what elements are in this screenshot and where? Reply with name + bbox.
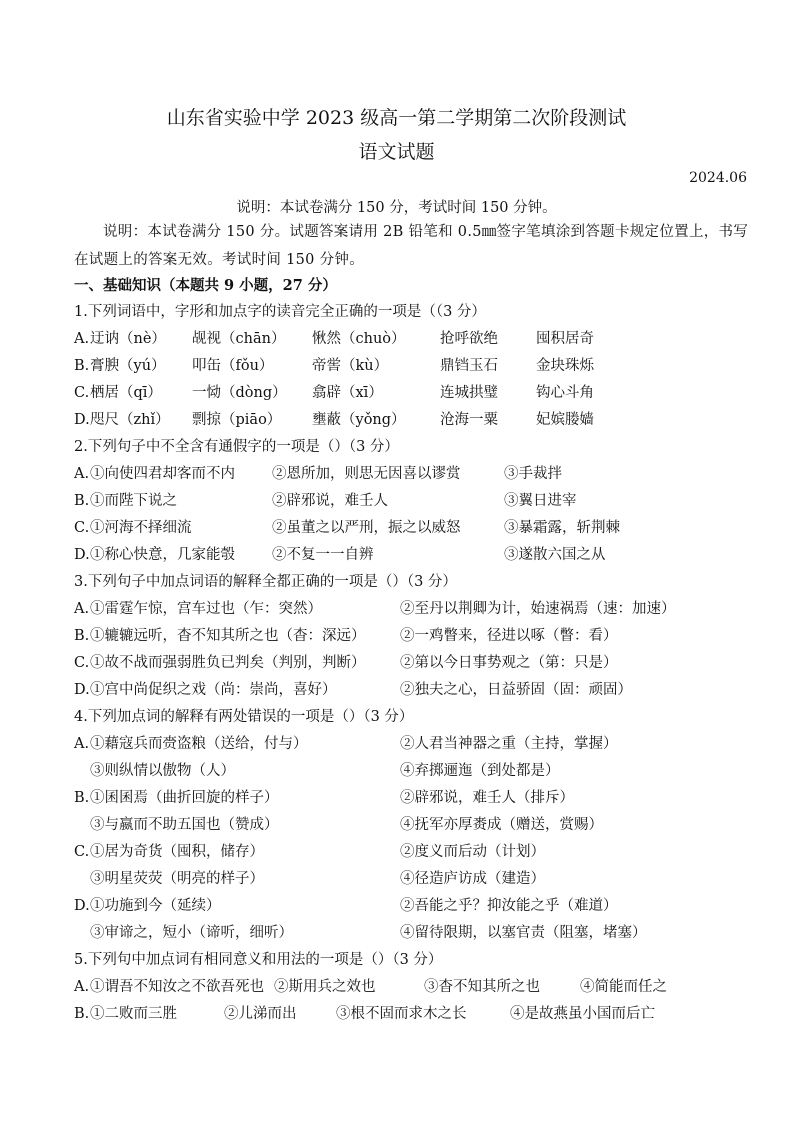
option-item: ③暴霜露，斩荆棘 [504,520,620,536]
option-item: 叩缶（fǒu） [192,358,274,374]
option-item: 钩心斗角 [536,385,594,401]
option-item: ①功施到今（延续） [90,898,221,914]
option-item: 膏腴（yú） [90,358,166,374]
option-item: 鼎铛玉石 [440,358,498,374]
option-item: 剽掠（piāo） [192,412,282,428]
q5-option-b [74,1001,754,1028]
option-item: ①辘辘远听，杳不知其所之也（杳：深远） [90,628,366,644]
option-item: ③遂散六国之从 [504,547,606,563]
option-item: 帝喾（kù） [312,358,389,374]
option-item: ①故不战而强弱胜负已判矣（判别，判断） [90,655,366,671]
option-item: 愀然（chuò） [312,331,406,347]
option-item: ③翼日进宰 [504,493,577,509]
option-item: ③与嬴而不助五国也（赞成） [90,817,279,833]
section-heading: 一、基础知识（本题共 9 小题，27 分） [74,277,337,294]
option-item: 一恸（dòng） [192,385,287,401]
option-item: ④弃掷逦迤（到处都是） [400,763,560,779]
option-item: ③根不固而求木之长 [336,1006,467,1022]
option-item: ②度义而后动（计划） [400,844,545,860]
q3-option-b [74,623,754,650]
option-item: 囤积居奇 [536,331,594,347]
option-item: ②至丹以荆卿为计，始速祸焉（速：加速） [400,601,676,617]
option-item: ③审谛之，短小（谛听，细听） [90,925,293,941]
q4-option-b-cont [74,812,754,839]
q2-option-b [74,488,754,515]
option-item: ①藉寇兵而赍盗粮（送给，付与） [90,736,308,752]
option-item: 栖居（qī） [90,385,162,401]
option-item: ②虽董之以严刑，振之以威怒 [272,520,461,536]
option-label: A. [74,736,90,752]
option-label: D. [74,898,90,914]
option-label: B. [74,358,90,374]
option-item: ①称心快意，几家能彀 [90,547,235,563]
option-label: D. [74,547,90,563]
option-item: 连城拱璧 [440,385,498,401]
option-item: 觇视（chān） [192,331,286,347]
option-item: ①宫中尚促织之戏（尚：崇尚，喜好） [90,682,337,698]
option-label: A. [74,979,90,995]
q1-option-a [74,326,754,353]
q1-option-b [74,353,754,380]
option-item: ①河海不择细流 [90,520,192,536]
option-label: A. [74,601,90,617]
option-item: 壅蔽（yǒng） [312,412,406,428]
question-1-stem: 1.下列词语中，字形和加点字的读音完全正确的一项是（（3 分） [74,304,486,320]
option-label: B. [74,628,90,644]
instructions-long: 说明：本试卷满分 150 分。试题答案请用 2B 铅笔和 0.5㎜签字笔填涂到答题卡规定位置上，书写在试题上的答案无效。考试时间 150 分钟。 [74,224,749,268]
q2-option-d [74,542,754,569]
option-item: ②儿涕而出 [224,1006,297,1022]
option-label: C. [74,655,90,671]
option-label: C. [74,385,90,401]
option-label: D. [74,682,90,698]
option-item: 迂讷（nè） [90,331,166,347]
option-label: D. [74,412,90,428]
question-5-stem: 5.下列句中加点词有相同意义和用法的一项是（）（3 分） [74,952,443,968]
option-item: ①谓吾不知汝之不欲吾死也 [90,979,264,995]
option-item: ①二败而三胜 [90,1006,177,1022]
option-item: ④留待限期，以塞官责（阻塞，堵塞） [400,925,647,941]
option-item: ②不复一一自辨 [272,547,374,563]
q1-option-d [74,407,754,434]
option-item: ②人君当神器之重（主持，掌握） [400,736,618,752]
option-item: ①向使四君却客而不内 [90,466,235,482]
option-item: 抢呼欲绝 [440,331,498,347]
exam-date: 2024.06 [689,170,747,186]
option-item: 妃嫔媵嫱 [536,412,594,428]
option-item: 沧海一粟 [440,412,498,428]
option-item: ②斯用兵之效也 [274,979,376,995]
option-label: C. [74,520,90,536]
question-4-stem: 4.下列加点词的解释有两处错误的一项是（）（3 分） [74,709,414,725]
option-item: 咫尺（zhǐ） [90,412,170,428]
exam-subtitle: 语文试题 [358,141,435,163]
question-2-stem: 2.下列句子中不全含有通假字的一项是（）（3 分） [74,439,399,455]
exam-title: 山东省实验中学 2023 级高一第二学期第二次阶段测试 [166,107,627,129]
option-item: ④抚军亦厚赉成（赠送，赏赐） [400,817,603,833]
option-item: ②辟邪说，难壬人（排斥） [400,790,574,806]
option-item: 金块珠烁 [536,358,594,374]
option-label: C. [74,844,90,860]
option-item: ②吾能之乎？抑汝能之乎（难道） [400,898,618,914]
option-item: ④径造庐访成（建造） [400,871,545,887]
option-label: B. [74,1006,90,1022]
q4-option-a-cont [74,758,754,785]
q3-option-d [74,677,754,704]
q3-option-a [74,596,754,623]
q2-option-c [74,515,754,542]
q4-option-c-cont [74,866,754,893]
q1-option-c [74,380,754,407]
option-item: ②一鸡瞥来，径进以啄（瞥：看） [400,628,618,644]
option-item: ④是故燕虽小国而后亡 [510,1006,655,1022]
option-item: 翕辟（xī） [312,385,383,401]
option-item: ②辟邪说，难壬人 [272,493,388,509]
option-label: B. [74,790,90,806]
option-item: ①囷囷焉（曲折回旋的样子） [90,790,279,806]
option-label: B. [74,493,90,509]
instructions-short: 说明：本试卷满分 150 分，考试时间 150 分钟。 [236,200,557,216]
q4-option-a [74,731,754,758]
option-item: ②独夫之心，日益骄固（固：顽固） [400,682,632,698]
q4-option-d [74,893,754,920]
option-item: ④简能而任之 [580,979,667,995]
option-item: ③明星荧荧（明亮的样子） [90,871,264,887]
option-item: ①而陛下说之 [90,493,177,509]
q4-option-c [74,839,754,866]
option-label: A. [74,466,90,482]
q3-option-c [74,650,754,677]
option-item: ②第以今日事势观之（第：只是） [400,655,618,671]
option-item: ①雷霆乍惊，宫车过也（乍：突然） [90,601,322,617]
option-item: ②恩所加，则思无因喜以谬赏 [272,466,461,482]
q4-option-b [74,785,754,812]
option-item: ③手裁拌 [504,466,562,482]
q4-option-d-cont [74,920,754,947]
option-label: A. [74,331,90,347]
option-item: ③杳不知其所之也 [424,979,540,995]
question-3-stem: 3.下列句子中加点词语的解释全都正确的一项是（）（3 分） [74,574,457,590]
option-item: ③则纵情以傲物（人） [90,763,235,779]
q5-option-a [74,974,754,1001]
option-item: ①居为奇货（囤积，储存） [90,844,264,860]
q2-option-a [74,461,754,488]
